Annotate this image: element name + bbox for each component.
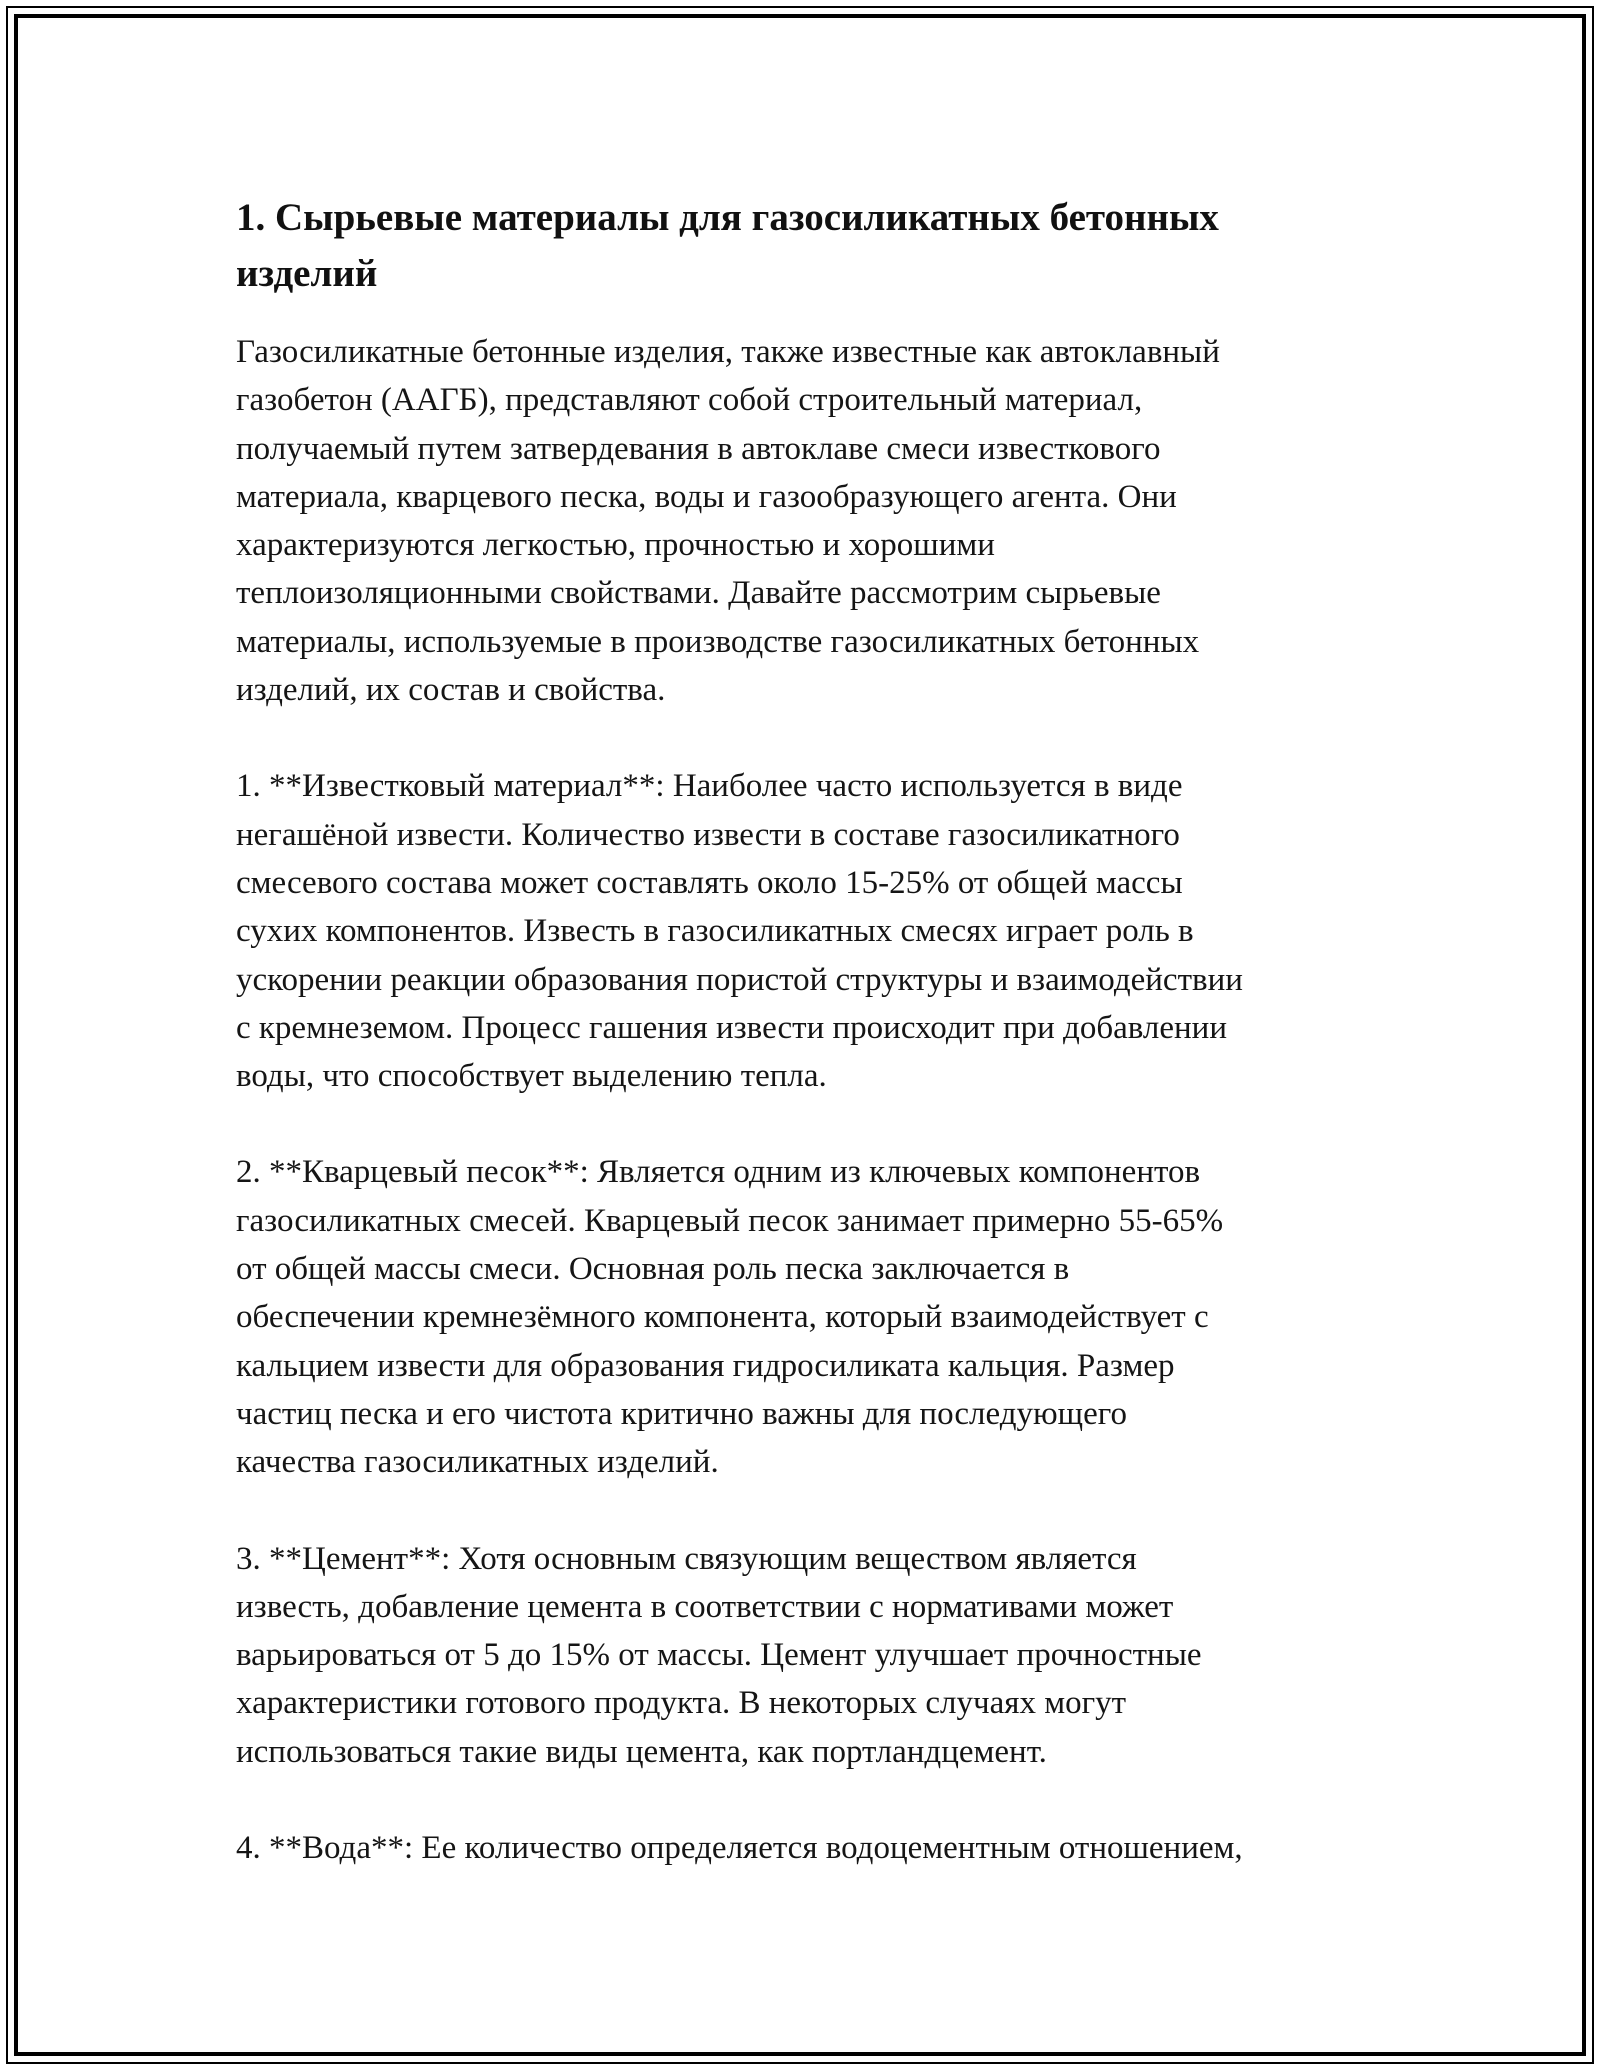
intro-paragraph	[236, 328, 1366, 714]
text-line: 3. **Цемент**: Хотя основным связующим веществом является	[236, 1540, 1137, 1577]
text-line: 1. **Известковый материал**: Наиболее часто используется в виде	[236, 768, 1183, 805]
cement-paragraph	[236, 1535, 1366, 1776]
text-line: воды, что способствует выделению тепла.	[236, 1058, 827, 1095]
text-line: от общей массы смеси. Основная роль песка заключается в	[236, 1251, 1070, 1288]
text-line: изделий, их состав и свойства.	[236, 672, 666, 709]
section-title	[236, 190, 1366, 302]
text-line: характеристики готового продукта. В некоторых случаях могут	[236, 1685, 1127, 1722]
text-line: обеспечении кремнезёмного компонента, который взаимодействует с	[236, 1299, 1209, 1336]
text-line: газобетон (ААГБ), представляют собой строительный материал,	[236, 382, 1143, 419]
document-body	[236, 190, 1366, 1920]
lime-paragraph	[236, 762, 1366, 1100]
sand-paragraph	[236, 1148, 1366, 1486]
text-line: негашёной извести. Количество извести в составе газосиликатного	[236, 816, 1180, 853]
text-line: материалы, используемые в производстве газосиликатных бетонных	[236, 623, 1200, 660]
text-line: качества газосиликатных изделий.	[236, 1444, 719, 1481]
text-line: характеризуются легкостью, прочностью и хорошими	[236, 527, 995, 564]
text-line: ускорении реакции образования пористой структуры и взаимодействии	[236, 961, 1243, 998]
text-line: смесевого состава может составлять около 15-25% от общей массы	[236, 864, 1183, 901]
text-line: газосиликатных смесей. Кварцевый песок занимает примерно 55-65%	[236, 1202, 1224, 1239]
text-line: известь, добавление цемента в соответствии с нормативами может	[236, 1588, 1174, 1625]
title-line: 1. Сырьевые материалы для газосиликатных бетонных	[236, 196, 1219, 239]
text-line: сухих компонентов. Известь в газосиликатных смесях играет роль в	[236, 913, 1194, 950]
text-line: варьироваться от 5 до 15% от массы. Цемент улучшает прочностные	[236, 1637, 1202, 1674]
text-line: кальцием извести для образования гидросиликата кальция. Размер	[236, 1347, 1175, 1384]
text-line: 2. **Кварцевый песок**: Является одним из ключевых компонентов	[236, 1154, 1201, 1191]
title-line: изделий	[236, 252, 378, 295]
text-line: получаемый путем затвердевания в автоклаве смеси известкового	[236, 430, 1161, 467]
text-line: частиц песка и его чистота критично важны для последующего	[236, 1395, 1127, 1432]
text-line: 4. **Вода**: Ее количество определяется водоцементным отношением,	[236, 1830, 1243, 1867]
text-line: теплоизоляционными свойствами. Давайте рассмотрим сырьевые	[236, 575, 1161, 612]
text-line: материала, кварцевого песка, воды и газообразующего агента. Они	[236, 478, 1177, 515]
text-line: Газосиликатные бетонные изделия, также известные как автоклавный	[236, 334, 1220, 370]
text-line: с кремнеземом. Процесс гашения извести происходит при добавлении	[236, 1009, 1227, 1046]
text-line: использоваться такие виды цемента, как портландцемент.	[236, 1733, 1047, 1770]
water-paragraph	[236, 1824, 1366, 1872]
